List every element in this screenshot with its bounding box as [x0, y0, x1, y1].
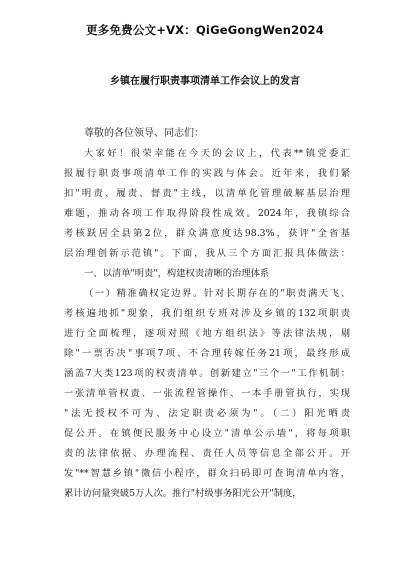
paragraph-line: 考核遍地抓"现象，我们组织专班对涉及乡镇的132项职责 — [64, 308, 350, 319]
paragraph-line: 责的法律依据、办理流程、责任人员等信息全部公开。开 — [64, 448, 350, 459]
document-title: 乡镇在履行职责事项清单工作会议上的发言 — [110, 76, 300, 87]
paragraph-line: 进行全面梳理，逐项对照《地方组织法》等法律法规，剔 — [64, 328, 350, 339]
paragraph-line: 一张清单管权责、一张流程管操作、一本手册管执行，实现 — [64, 388, 350, 399]
header-banner: 更多免费公文+VX：QiGeGongWen2024 — [86, 23, 324, 37]
paragraph-line: 发"**智慧乡镇"微信小程序，群众扫码即可查询清单内容， — [64, 468, 350, 479]
paragraph-line: 报履行职责事项清单工作的实践与体会。近年来，我们紧 — [64, 168, 350, 179]
document-body — [64, 144, 350, 504]
section-heading: 一、以清单"明责"，构建权责清晰的治理体系 — [84, 268, 270, 279]
paragraph-line: 除"一票否决"事项7项、不合理转嫁任务21项，最终形成 — [64, 348, 350, 359]
paragraph-line: 难题，推动各项工作取得阶段性成效。2024年，我镇综合 — [64, 208, 350, 219]
paragraph-line: 累计访问量突破5万人次。推行"村级事务阳光公开"制度， — [64, 488, 302, 499]
paragraph-line: 促公开。在镇便民服务中心设立"清单公示墙"，将每项职 — [64, 428, 350, 439]
paragraph-line: 扣"明责、履责、督责"主线，以清单化管理破解基层治理 — [64, 188, 350, 199]
paragraph-line: 层治理创新示范镇"。下面，我从三个方面汇报具体做法： — [64, 248, 350, 259]
paragraph-line: 涵盖7大类123项的权责清单。创新建立"三个一"工作机制： — [64, 368, 350, 379]
salutation: 尊敬的各位领导、同志们： — [84, 128, 204, 139]
paragraph-line: 大家好！很荣幸能在今天的会议上，代表**镇党委汇 — [84, 148, 350, 159]
paragraph-line: （一）精准确权定边界。针对长期存在的"职责满天飞、 — [84, 288, 350, 299]
paragraph-line: "法无授权不可为、法定职责必须为"。（二）阳光晒责 — [64, 408, 350, 419]
paragraph-line: 考核跃居全县第2位，群众满意度达98.3%，获评"全省基 — [64, 228, 350, 239]
